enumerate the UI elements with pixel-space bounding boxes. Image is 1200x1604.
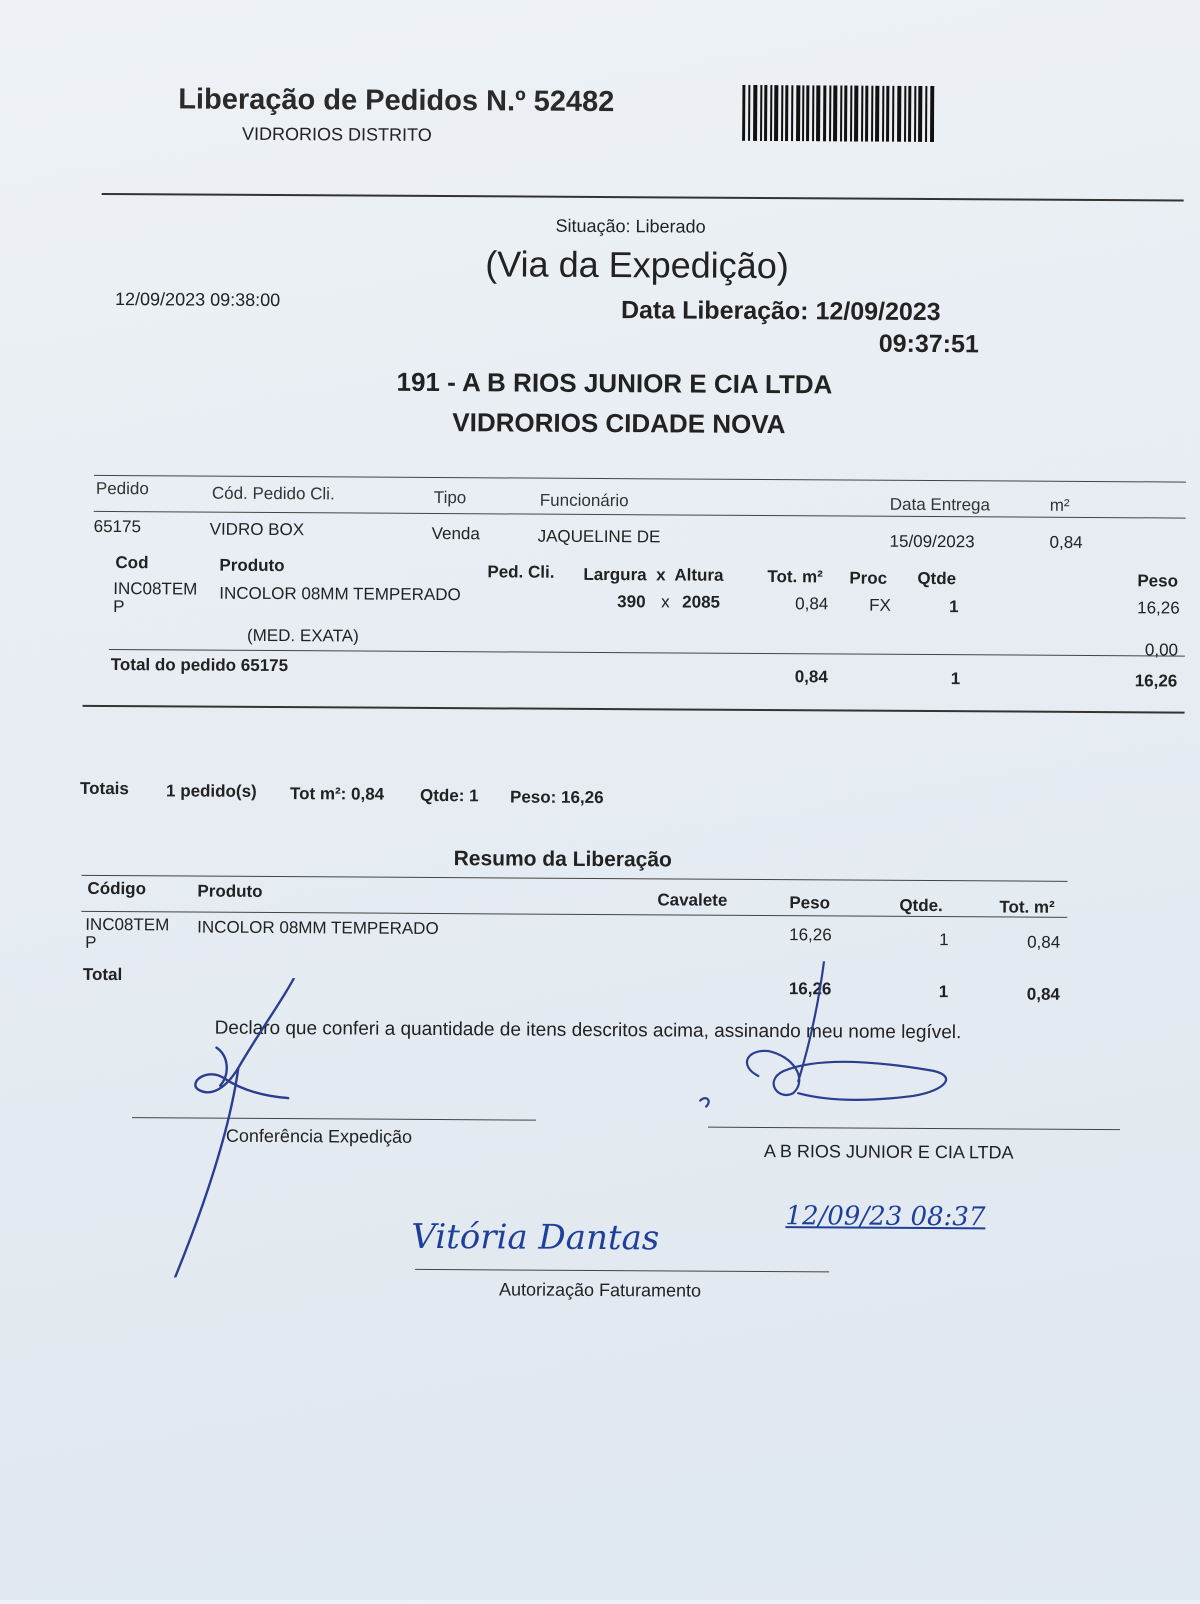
- item-note-value: 0,00: [1144, 640, 1179, 660]
- item-altura: 2085: [682, 592, 721, 612]
- totais-qtde: Qtde: 1: [419, 785, 479, 806]
- row-funcionario: JAQUELINE DE: [537, 526, 661, 547]
- header-m2: m²: [1049, 495, 1070, 515]
- client-name: 191 - A B RIOS JUNIOR E CIA LTDA: [396, 366, 833, 400]
- row-pedido: 65175: [93, 516, 142, 537]
- header-tipo: Tipo: [433, 487, 467, 508]
- barcode: [742, 85, 934, 142]
- order-table-bottom-rule: [83, 705, 1185, 714]
- data-liberacao: Data Liberação: 12/09/2023: [620, 296, 941, 327]
- item-largura: 390: [617, 592, 646, 612]
- conferencia-signature-icon: [167, 977, 319, 1278]
- order-header-rule: [94, 511, 1186, 519]
- item-header-qtde: Qtde: [917, 568, 957, 589]
- item-qtde: 1: [949, 597, 959, 617]
- cliente-label: A B RIOS JUNIOR E CIA LTDA: [763, 1141, 1014, 1163]
- resumo-header-tot-m2: Tot. m²: [999, 897, 1055, 917]
- totais-label: Totais: [80, 778, 129, 799]
- resumo-header-qtde: Qtde.: [899, 895, 943, 916]
- order-total-label: Total do pedido 65175: [110, 655, 289, 676]
- item-header-peso: Peso: [1137, 571, 1179, 591]
- resumo-header-cavalete: Cavalete: [657, 890, 728, 910]
- resumo-codigo-line1: INC08TEM: [85, 914, 170, 935]
- autorizacao-label: Autorização Faturamento: [498, 1279, 702, 1301]
- resumo-total-label: Total: [82, 964, 123, 985]
- header-pedido: Pedido: [95, 478, 149, 499]
- resumo-header-produto: Produto: [197, 881, 263, 901]
- item-peso: 16,26: [1137, 598, 1180, 618]
- header-data-entrega: Data Entrega: [889, 494, 991, 515]
- item-header-largura-altura: Largura x Altura: [583, 564, 724, 585]
- resumo-header-codigo: Código: [87, 878, 147, 899]
- company-name: VIDRORIOS DISTRITO: [242, 123, 432, 145]
- item-header-tot-m2: Tot. m²: [767, 567, 823, 587]
- document-title: Liberação de Pedidos N.º 52482: [178, 83, 615, 119]
- totais-peso: Peso: 16,26: [509, 787, 604, 808]
- client-branch: VIDRORIOS CIDADE NOVA: [452, 407, 786, 440]
- header-cod-pedido-cli: Cód. Pedido Cli.: [211, 483, 335, 504]
- row-tipo: Venda: [431, 523, 480, 544]
- row-cod-pedido-cli: VIDRO BOX: [209, 519, 305, 540]
- item-header-ped-cli: Ped. Cli.: [487, 562, 555, 582]
- row-m2: 0,84: [1049, 532, 1083, 552]
- item-header-proc: Proc: [849, 568, 888, 588]
- print-datetime: 12/09/2023 09:38:00: [114, 289, 281, 311]
- declaration-text: Declaro que conferi a quantidade de itens descritos acima, assinando meu nome legível.: [214, 1017, 962, 1044]
- handwritten-name: Vitória Dantas: [411, 1216, 660, 1259]
- resumo-produto: INCOLOR 08MM TEMPERADO: [197, 917, 439, 939]
- data-liberacao-time: 09:37:51: [878, 329, 979, 359]
- header-divider: [102, 193, 1184, 202]
- totais-tot-m2: Tot m²: 0,84: [289, 784, 385, 804]
- order-total-peso: 16,26: [1134, 671, 1178, 691]
- resumo-total-peso: 16,26: [788, 979, 832, 999]
- conferencia-label: Conferência Expedição: [225, 1125, 413, 1147]
- resumo-peso: 16,26: [789, 925, 832, 945]
- handwritten-date: 12/09/23 08:37: [785, 1201, 986, 1233]
- item-tot-m2: 0,84: [795, 594, 829, 614]
- item-note: (MED. EXATA): [246, 625, 359, 646]
- order-table-top-rule: [94, 475, 1186, 483]
- autorizacao-signature-line: [415, 1269, 829, 1273]
- resumo-total-tot-m2: 0,84: [1026, 984, 1060, 1004]
- item-produto: INCOLOR 08MM TEMPERADO: [219, 583, 461, 605]
- cliente-signature-icon: [698, 961, 969, 1133]
- resumo-codigo-line2: P: [85, 932, 97, 952]
- item-x: x: [661, 592, 670, 612]
- situacao: Situação: Liberado: [555, 215, 706, 237]
- item-cod-line2: P: [113, 597, 125, 617]
- totais-pedidos: 1 pedido(s): [165, 781, 257, 801]
- resumo-header-peso: Peso: [789, 893, 831, 913]
- via-expedicao: (Via da Expedição): [485, 243, 789, 287]
- item-proc: FX: [869, 595, 891, 615]
- item-header-produto: Produto: [219, 555, 285, 576]
- order-total-tot-m2: 0,84: [794, 667, 828, 687]
- resumo-total-qtde: 1: [938, 982, 949, 1002]
- item-header-cod: Cod: [115, 553, 149, 573]
- order-total-qtde: 1: [950, 669, 961, 689]
- item-cod-line1: INC08TEM: [113, 579, 198, 599]
- header-funcionario: Funcionário: [539, 490, 629, 511]
- resumo-qtde: 1: [939, 930, 949, 950]
- resumo-title: Resumo da Liberação: [453, 847, 672, 872]
- resumo-tot-m2: 0,84: [1027, 932, 1061, 952]
- row-data-entrega: 15/09/2023: [889, 531, 975, 552]
